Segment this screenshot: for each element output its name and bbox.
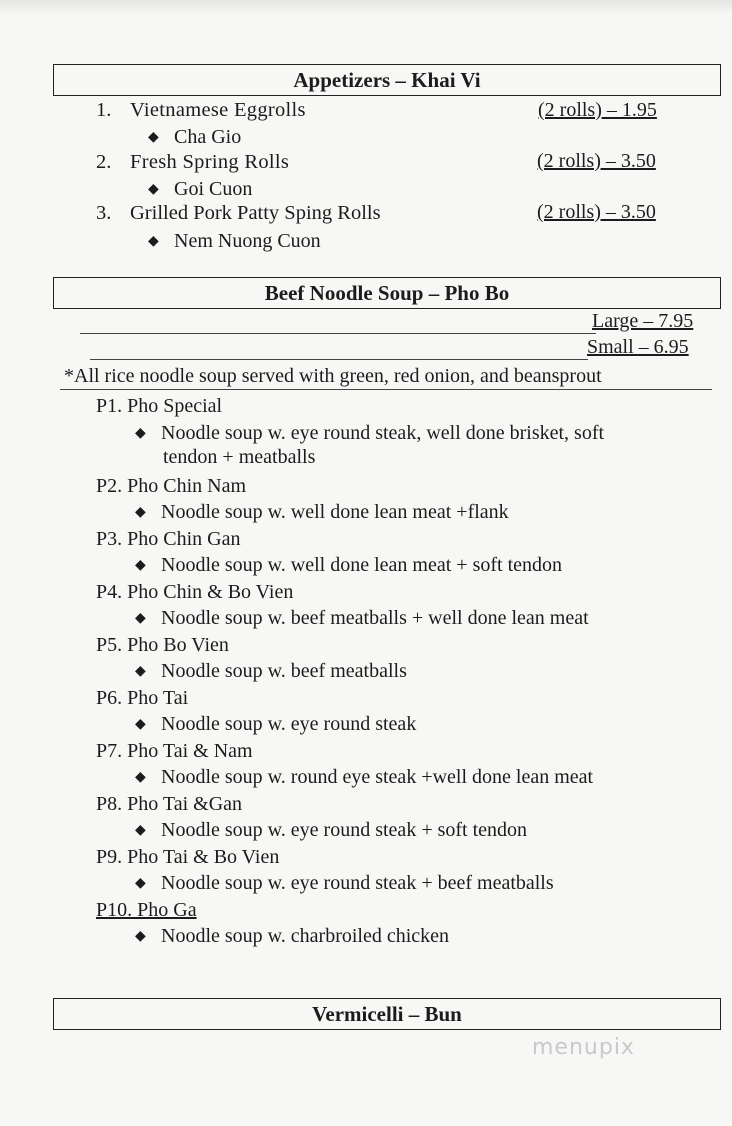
diamond-bullet-icon: ◆: [148, 130, 159, 145]
small-price: Small – 6.95: [587, 336, 689, 358]
pho-item-description: ◆ Noodle soup w. round eye steak +well done lean meat: [135, 766, 594, 788]
note-underline: [60, 389, 712, 390]
pho-item-name: P2. Pho Chin Nam: [96, 474, 247, 497]
pho-item-description: ◆ Noodle soup w. charbroiled chicken: [135, 925, 450, 947]
appetizer-item: [96, 202, 381, 225]
item-subname: ◆ Cha Gio: [148, 126, 242, 148]
item-number: 2.: [96, 151, 112, 173]
pho-item-description: ◆ Noodle soup w. beef meatballs + well done lean meat: [135, 607, 589, 629]
item-name: Fresh Spring Rolls: [130, 151, 290, 173]
item-name: Vietnamese Eggrolls: [130, 99, 306, 121]
appetizer-item: [96, 99, 306, 122]
pho-title: Beef Noodle Soup – Pho Bo: [264, 280, 510, 305]
pho-item-description: ◆ Noodle soup w. well done lean meat + soft tendon: [135, 554, 563, 576]
diamond-bullet-icon: ◆: [135, 664, 146, 679]
item-number: 3.: [96, 202, 112, 224]
pho-item-name: P9. Pho Tai & Bo Vien: [96, 845, 280, 868]
watermark-logo: menupix: [532, 1035, 635, 1060]
large-price: Large – 7.95: [592, 310, 694, 332]
diamond-bullet-icon: ◆: [135, 876, 146, 891]
item-subname: ◆ Goi Cuon: [148, 178, 253, 200]
diamond-bullet-icon: ◆: [135, 505, 146, 520]
pho-item-description: ◆ Noodle soup w. eye round steak + beef meatballs: [135, 872, 554, 894]
pho-item-description: ◆ Noodle soup w. eye round steak, well done brisket, soft: [135, 421, 605, 444]
price-leader-line: [80, 333, 596, 334]
diamond-bullet-icon: ◆: [135, 770, 146, 785]
pho-item-name: P5. Pho Bo Vien: [96, 633, 229, 656]
pho-item-name: P4. Pho Chin & Bo Vien: [96, 580, 294, 603]
diamond-bullet-icon: ◆: [135, 929, 146, 944]
vermicelli-title: Vermicelli – Bun: [312, 1001, 462, 1026]
pho-item-description-cont: tendon + meatballs: [163, 446, 316, 468]
item-price: (2 rolls) – 1.95: [538, 99, 657, 121]
pho-header: [53, 277, 721, 309]
appetizer-item: [96, 151, 290, 174]
pho-item-description: ◆ Noodle soup w. eye round steak: [135, 713, 417, 735]
diamond-bullet-icon: ◆: [135, 611, 146, 626]
diamond-bullet-icon: ◆: [148, 234, 159, 249]
pho-item-description: ◆ Noodle soup w. beef meatballs: [135, 660, 407, 682]
pho-item-name: P3. Pho Chin Gan: [96, 527, 241, 550]
diamond-bullet-icon: ◆: [148, 182, 159, 197]
pho-item-name: P8. Pho Tai &Gan: [96, 792, 243, 815]
diamond-bullet-icon: ◆: [135, 823, 146, 838]
pho-item-name: P10. Pho Ga: [96, 898, 197, 921]
price-leader-line: [90, 359, 588, 360]
scan-shadow: [0, 0, 732, 14]
pho-item-name: P1. Pho Special: [96, 395, 223, 417]
pho-item-name: P7. Pho Tai & Nam: [96, 739, 253, 762]
item-price: (2 rolls) – 3.50: [537, 150, 656, 172]
appetizers-title: Appetizers – Khai Vi: [293, 67, 481, 92]
pho-item-description: ◆ Noodle soup w. eye round steak + soft tendon: [135, 819, 528, 841]
diamond-bullet-icon: ◆: [135, 717, 146, 732]
vermicelli-header: [53, 998, 721, 1030]
diamond-bullet-icon: ◆: [135, 425, 146, 441]
item-number: 1.: [96, 99, 112, 121]
pho-item-name: P6. Pho Tai: [96, 686, 189, 709]
item-subname: ◆ Nem Nuong Cuon: [148, 230, 321, 252]
item-name: Grilled Pork Patty Sping Rolls: [130, 202, 381, 224]
appetizers-header: [53, 64, 721, 96]
pho-item-description: ◆ Noodle soup w. well done lean meat +flank: [135, 501, 509, 523]
diamond-bullet-icon: ◆: [135, 558, 146, 573]
item-price: (2 rolls) – 3.50: [537, 201, 656, 223]
soup-note: *All rice noodle soup served with green, red onion, and beansprout: [64, 365, 602, 387]
